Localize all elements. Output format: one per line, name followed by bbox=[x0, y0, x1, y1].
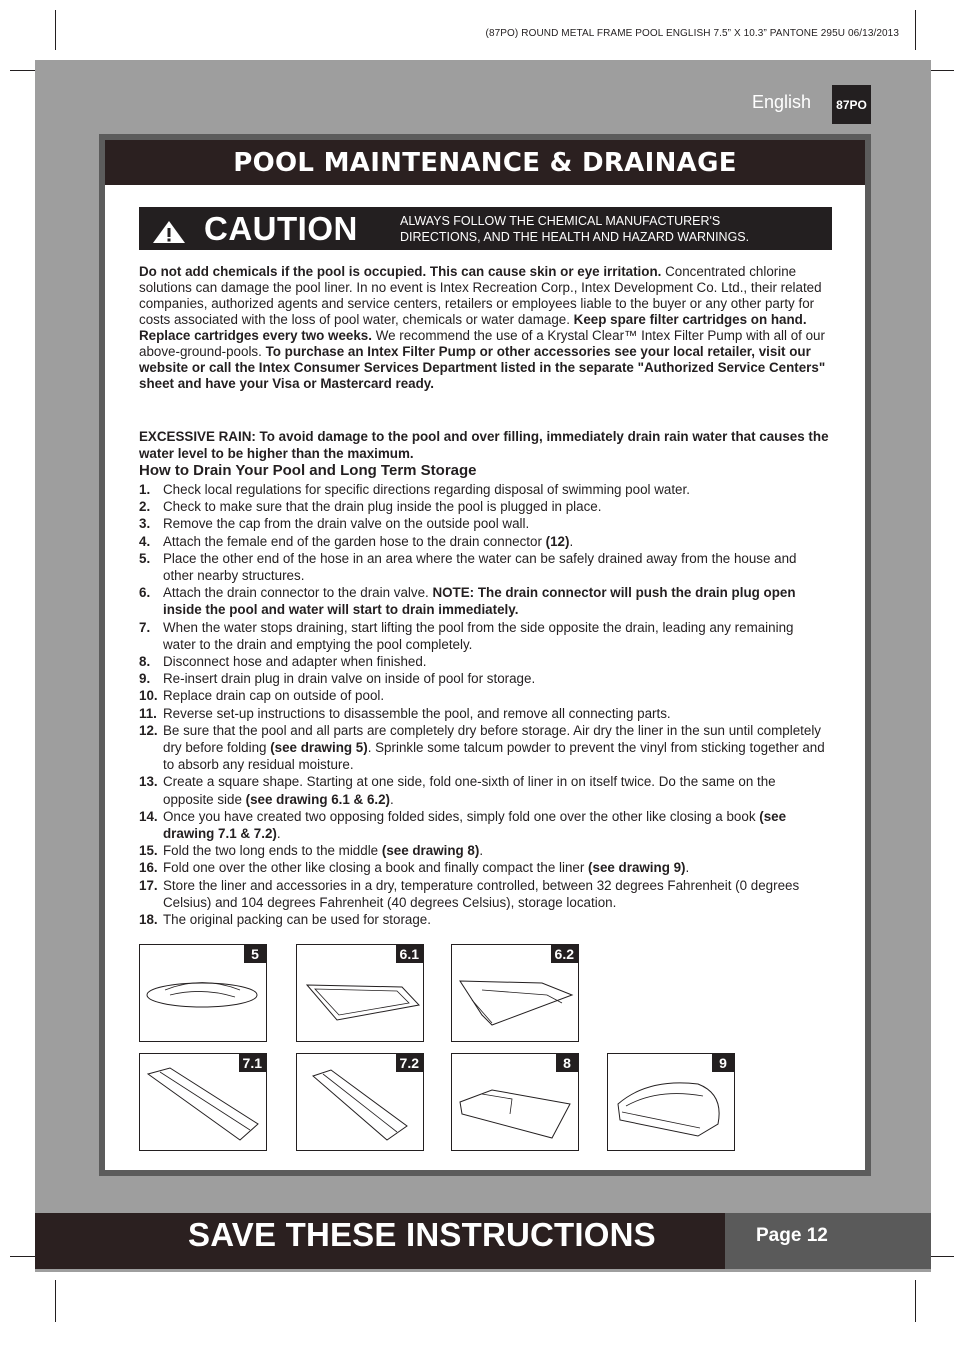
step-plain-text: Disconnect hose and adapter when finished. bbox=[163, 654, 427, 670]
step-text bbox=[163, 653, 829, 670]
step-number: 16. bbox=[139, 860, 158, 876]
step-number: 9. bbox=[139, 671, 151, 687]
step-text bbox=[163, 859, 829, 876]
step-plain-text: Check local regulations for specific directions regarding disposal of swimming pool water. bbox=[163, 482, 690, 497]
step-number: 7. bbox=[139, 619, 151, 635]
step-plain-text: Attach the drain connector to the drain valve. bbox=[163, 585, 433, 601]
step-text bbox=[163, 670, 829, 687]
step-number: 2. bbox=[139, 499, 151, 515]
step-plain-text: . bbox=[479, 843, 484, 859]
title-bar bbox=[105, 140, 865, 185]
step-number: 6. bbox=[139, 585, 151, 601]
step-item bbox=[139, 842, 829, 859]
step-plain-text: Fold one over the other like closing a book and finally compact the liner bbox=[163, 860, 589, 876]
drawing-7-2 bbox=[296, 1053, 424, 1151]
step-number: 15. bbox=[139, 843, 158, 859]
step-bold-text: (12) bbox=[545, 533, 570, 549]
step-plain-text: Reverse set-up instructions to disassemble the pool, and remove all connecting parts. bbox=[163, 705, 671, 721]
step-item bbox=[139, 859, 829, 876]
step-number: 4. bbox=[139, 533, 151, 549]
step-text bbox=[163, 911, 829, 928]
step-item bbox=[139, 911, 829, 928]
step-number: 3. bbox=[139, 516, 151, 532]
step-plain-text: . bbox=[569, 533, 574, 549]
drawing-8 bbox=[451, 1053, 579, 1151]
intro-paragraph bbox=[139, 264, 829, 392]
step-plain-text: Check to make sure that the drain plug inside the pool is plugged in place. bbox=[163, 499, 602, 515]
step-plain-text: Once you have created two opposing folded sides, simply fold one over the other like closing a book bbox=[163, 808, 760, 824]
intro-text: Concentrated chlorine solutions can damage the pool liner. In no event is Intex Recreation Corp., Intex Development Co. Ltd., their related companies, authorized agents and service centers, retailers or employees liable to the buyer or any other party for costs associated with the loss of pool water, chemicals or water damage. bbox=[139, 264, 822, 327]
step-number: 14. bbox=[139, 808, 158, 824]
step-number: 17. bbox=[139, 877, 158, 893]
step-number: 18. bbox=[139, 912, 158, 928]
model-code-badge: 87PO bbox=[832, 85, 871, 124]
step-item bbox=[139, 808, 829, 842]
drain-heading: How to Drain Your Pool and Long Term Storage bbox=[139, 462, 477, 479]
step-item bbox=[139, 653, 829, 670]
step-plain-text: Create a square shape. Starting at one side, fold one-sixth of liner in on itself twice. Do the same on the opposite side bbox=[163, 774, 776, 807]
step-item bbox=[139, 773, 829, 807]
drawing-6-2 bbox=[451, 944, 579, 1042]
print-info: (87PO) ROUND METAL FRAME POOL ENGLISH 7.5” X 10.3” PANTONE 295U 06/13/2013 bbox=[485, 28, 899, 39]
warning-triangle-icon bbox=[152, 220, 186, 249]
drawing-label: 5 bbox=[244, 945, 266, 963]
step-plain-text: Remove the cap from the drain valve on the outside pool wall. bbox=[163, 516, 530, 532]
step-text bbox=[163, 533, 829, 550]
caution-heading: CAUTION bbox=[204, 210, 358, 247]
crop-mark bbox=[55, 1280, 56, 1322]
step-plain-text: Fold the two long ends to the middle bbox=[163, 843, 382, 859]
crop-mark bbox=[55, 10, 56, 50]
intro-text: We recommend the use of a Krystal Clear™ Intex Filter Pump with all of our above-ground-pools. bbox=[139, 328, 825, 359]
step-plain-text: . bbox=[685, 860, 690, 876]
step-number: 5. bbox=[139, 550, 151, 566]
caution-note-line: ALWAYS FOLLOW THE CHEMICAL MANUFACTURER'S bbox=[400, 214, 721, 228]
step-item bbox=[139, 705, 829, 722]
step-item bbox=[139, 550, 829, 584]
step-item bbox=[139, 619, 829, 653]
step-number: 12. bbox=[139, 722, 158, 738]
crop-mark bbox=[915, 1280, 916, 1322]
step-text bbox=[163, 550, 829, 584]
page-number: Page 12 bbox=[756, 1225, 828, 1246]
language-label: English bbox=[752, 92, 812, 112]
caution-note-line: DIRECTIONS, AND THE HEALTH AND HAZARD WARNINGS. bbox=[400, 230, 750, 244]
step-number: 10. bbox=[139, 688, 158, 704]
step-number: 8. bbox=[139, 654, 151, 670]
drawing-label: 6.2 bbox=[551, 945, 578, 963]
step-text bbox=[163, 877, 829, 911]
step-text bbox=[163, 808, 829, 842]
step-item bbox=[139, 670, 829, 687]
step-bold-text: (see drawing 7.1 & 7.2) bbox=[163, 808, 787, 842]
step-item bbox=[139, 533, 829, 550]
intro-bold: Keep spare filter cartridges on hand. Replace cartridges every two weeks. bbox=[139, 312, 807, 343]
step-plain-text: . bbox=[276, 826, 281, 842]
crop-mark bbox=[915, 10, 916, 50]
step-text bbox=[163, 722, 829, 774]
step-plain-text: Store the liner and accessories in a dry, temperature controlled, between 32 degrees Fahrenheit (0 degrees Celsius) and 104 degrees Fahrenheit (40 degrees Celsius), storage location. bbox=[163, 877, 800, 910]
step-plain-text: Be sure that the pool and all parts are completely dry before storage. Air dry the liner in the sun until completely dry before folding bbox=[163, 722, 821, 756]
drawing-label: 7.2 bbox=[396, 1054, 423, 1072]
step-bold-text: (see drawing 6.1 & 6.2) bbox=[245, 791, 391, 807]
step-plain-text: The original packing can be used for storage. bbox=[163, 912, 431, 928]
drawing-7-1 bbox=[139, 1053, 267, 1151]
excessive-rain-warning: EXCESSIVE RAIN: To avoid damage to the pool and over filling, immediately drain rain water that causes the water level to be higher than the maximum. bbox=[139, 429, 829, 461]
step-text bbox=[163, 515, 829, 532]
step-text bbox=[163, 842, 829, 859]
step-text bbox=[163, 481, 829, 498]
drawing-label: 9 bbox=[712, 1054, 734, 1072]
steps-list bbox=[139, 481, 829, 928]
step-item bbox=[139, 877, 829, 911]
step-plain-text: Place the other end of the hose in an area where the water can be safely drained away from the house and other nearby structures. bbox=[163, 550, 797, 584]
step-plain-text: . bbox=[390, 791, 394, 807]
drawing-5 bbox=[139, 944, 267, 1042]
step-text bbox=[163, 584, 829, 618]
step-item bbox=[139, 722, 829, 774]
step-plain-text: Attach the female end of the garden hose to the drain connector bbox=[163, 533, 546, 549]
step-text bbox=[163, 687, 829, 704]
drawing-9 bbox=[607, 1053, 735, 1151]
intro-bold: Do not add chemicals if the pool is occupied. This can cause skin or eye irritation. bbox=[139, 264, 662, 279]
step-item bbox=[139, 515, 829, 532]
step-item bbox=[139, 498, 829, 515]
step-item bbox=[139, 687, 829, 704]
caution-note bbox=[400, 213, 820, 245]
step-item bbox=[139, 481, 829, 498]
drawing-label: 8 bbox=[556, 1054, 578, 1072]
step-bold-text: NOTE: The drain connector will push the drain plug open inside the pool and water will start to drain immediately. bbox=[163, 585, 796, 618]
step-item bbox=[139, 584, 829, 618]
page-title: POOL MAINTENANCE & DRAINAGE bbox=[233, 147, 737, 178]
step-plain-text: . Sprinkle some talcum powder to prevent the vinyl from sticking together and to absorb any residual moisture. bbox=[163, 740, 825, 773]
step-text bbox=[163, 498, 829, 515]
step-text bbox=[163, 619, 829, 653]
intro-bold: To purchase an Intex Filter Pump or other accessories see your local retailer, visit our website or call the Intex Consumer Services Department listed in the separate "Authorized Service Centers" sheet and have your Visa or Mastercard ready. bbox=[139, 344, 826, 391]
step-bold-text: (see drawing 9) bbox=[588, 860, 686, 876]
step-bold-text: (see drawing 8) bbox=[381, 843, 480, 859]
drawing-6-1 bbox=[296, 944, 424, 1042]
footer-title: SAVE THESE INSTRUCTIONS bbox=[188, 1216, 656, 1253]
step-text bbox=[163, 705, 829, 722]
step-plain-text: When the water stops draining, start lifting the pool from the side opposite the drain, leading any remaining water to the drain and emptying the pool completely. bbox=[163, 619, 794, 652]
step-number: 13. bbox=[139, 774, 158, 790]
step-number: 11. bbox=[139, 705, 157, 721]
drawing-label: 6.1 bbox=[396, 945, 423, 963]
step-plain-text: Re-insert drain plug in drain valve on inside of pool for storage. bbox=[163, 671, 536, 687]
step-text bbox=[163, 773, 829, 807]
step-number: 1. bbox=[139, 482, 151, 497]
step-bold-text: (see drawing 5) bbox=[270, 740, 368, 756]
step-plain-text: Replace drain cap on outside of pool. bbox=[163, 688, 385, 704]
drawing-label: 7.1 bbox=[239, 1054, 266, 1072]
